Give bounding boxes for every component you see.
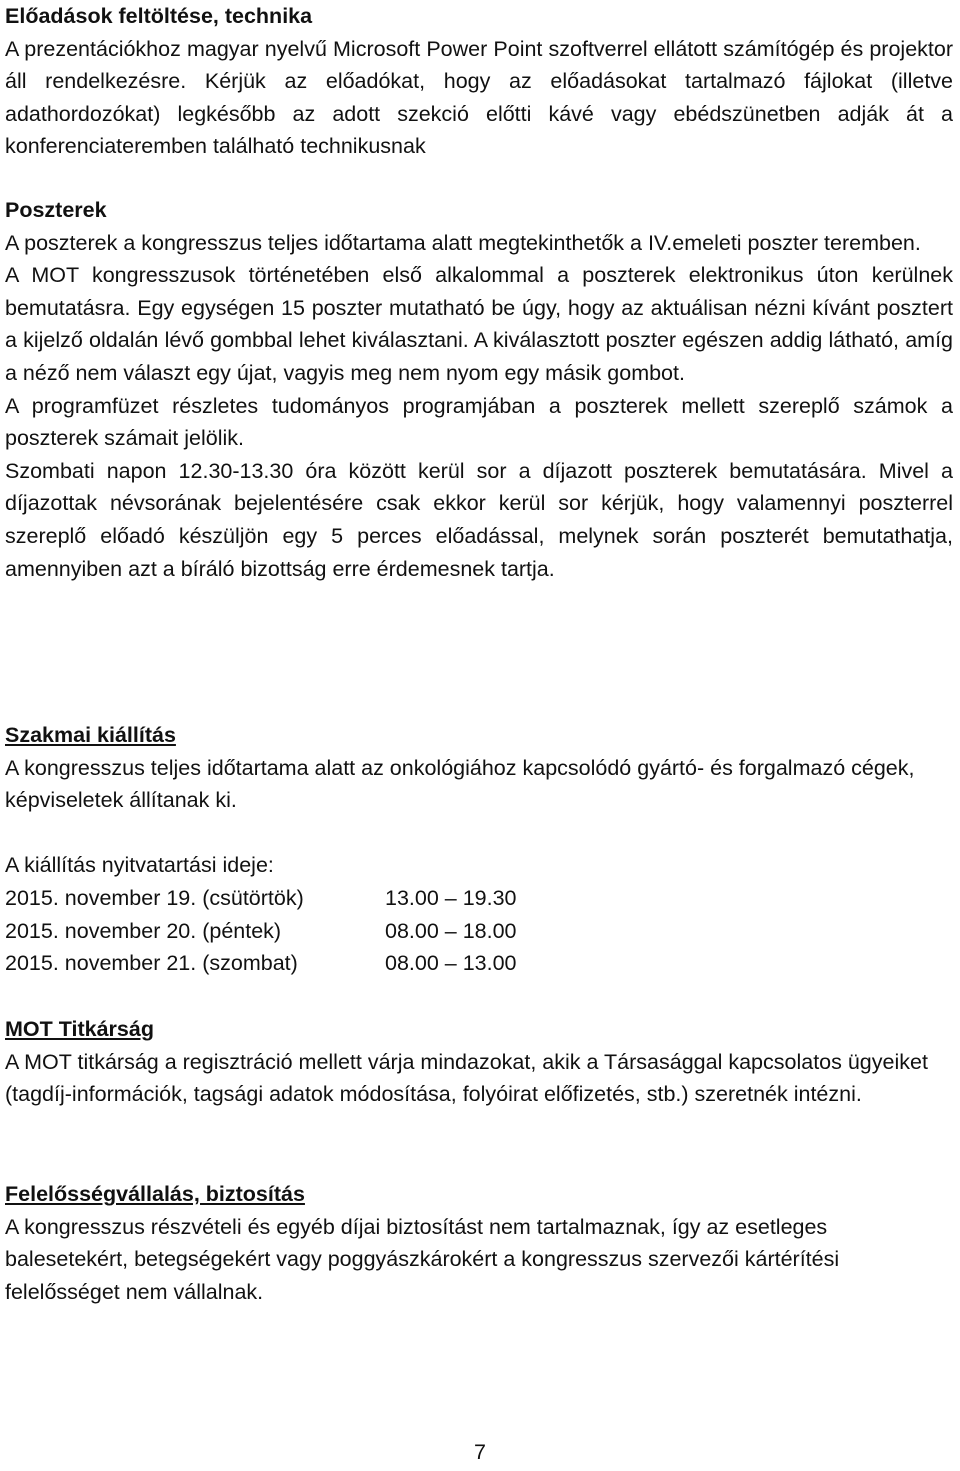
paragraph: A programfüzet részletes tudományos programjában a poszterek mellett szereplő számok a poszterek számait jelölik. (5, 393, 953, 451)
paragraph: A poszterek a kongresszus teljes időtartama alatt megtekinthetők a IV.emeleti poszter teremben. (5, 230, 921, 255)
schedule-time: 13.00 – 19.30 (385, 885, 517, 910)
schedule-date: 2015. november 19. (csütörtök) (5, 885, 304, 910)
section-eloadasok (5, 0, 953, 163)
section-poszterek (5, 194, 953, 585)
section-title: Poszterek (5, 198, 107, 222)
section-title: Előadások feltöltése, technika (5, 4, 313, 28)
paragraph: A kongresszus teljes időtartama alatt az onkológiához kapcsolódó gyártó- és forgalmazó cégek, képviseletek állítanak ki. (5, 755, 915, 813)
section-title: Szakmai kiállítás (5, 723, 176, 747)
schedule-time: 08.00 – 13.00 (385, 951, 517, 976)
paragraph: A MOT kongresszusok történetében első alkalommal a poszterek elektronikus úton kerülnek bemutatásra. Egy egységen 15 poszter mutatható be úgy, hogy az aktuálisan nézni kívánt posztert a kijelző oldalán lévő gombbal lehet kiválasztani. A kiválasztott poszter egészen addig látható, amíg a néző nem választ egy újat, vagyis meg nem nyom egy másik gombot. (5, 263, 953, 385)
schedule-time: 08.00 – 18.00 (385, 918, 517, 943)
schedule-row (5, 947, 953, 980)
schedule-list (5, 882, 953, 980)
paragraph: A prezentációkhoz magyar nyelvű Microsoft Power Point szoftverrel ellátott számítógép és projektor áll rendelkezésre. Kérjük az előadókat, hogy az előadásokat tartalmazó fájlokat (illetve adathordozókat) legkésőbb az adott szekció előtti kávé vagy ebédszünetben adják át a konferenciateremben található technikusnak (5, 36, 953, 159)
page-number: 7 (474, 1440, 486, 1464)
section-kiallitas (5, 719, 953, 980)
paragraph: A kongresszus részvételi és egyéb díjai biztosítást nem tartalmaznak, így az esetleges balesetekért, betegségekért vagy poggyászkárokért a kongresszus szervezői kártérítési felelősséget nem vállalnak. (5, 1214, 840, 1304)
section-felelosseg (5, 1178, 953, 1308)
section-title: MOT Titkárság (5, 1017, 154, 1041)
section-title: Felelősségvállalás, biztosítás (5, 1182, 305, 1206)
schedule-date: 2015. november 21. (szombat) (5, 951, 298, 976)
paragraph: Szombati napon 12.30-13.30 óra között kerül sor a díjazott poszterek bemutatására. Mivel a díjazottak névsorának bejelentésére csak ekkor kerül sor kérjük, hogy valamennyi poszterrel szereplő előadó készüljön egy 5 perces előadással, melynek során poszterét bemutathatja, amennyiben azt a bíráló bizottság erre érdemesnek tartja. (5, 458, 953, 581)
section-titkarsag (5, 1013, 953, 1111)
schedule-date: 2015. november 20. (péntek) (5, 918, 282, 943)
schedule-label: A kiállítás nyitvatartási ideje: (5, 853, 274, 878)
schedule-row (5, 915, 953, 948)
schedule-row (5, 882, 953, 915)
paragraph: A MOT titkárság a regisztráció mellett várja mindazokat, akik a Társasággal kapcsolatos ügyeiket (tagdíj-információk, tagsági adatok módosítása, folyóirat előfizetés, stb.) szeretnék intézni. (5, 1049, 928, 1107)
